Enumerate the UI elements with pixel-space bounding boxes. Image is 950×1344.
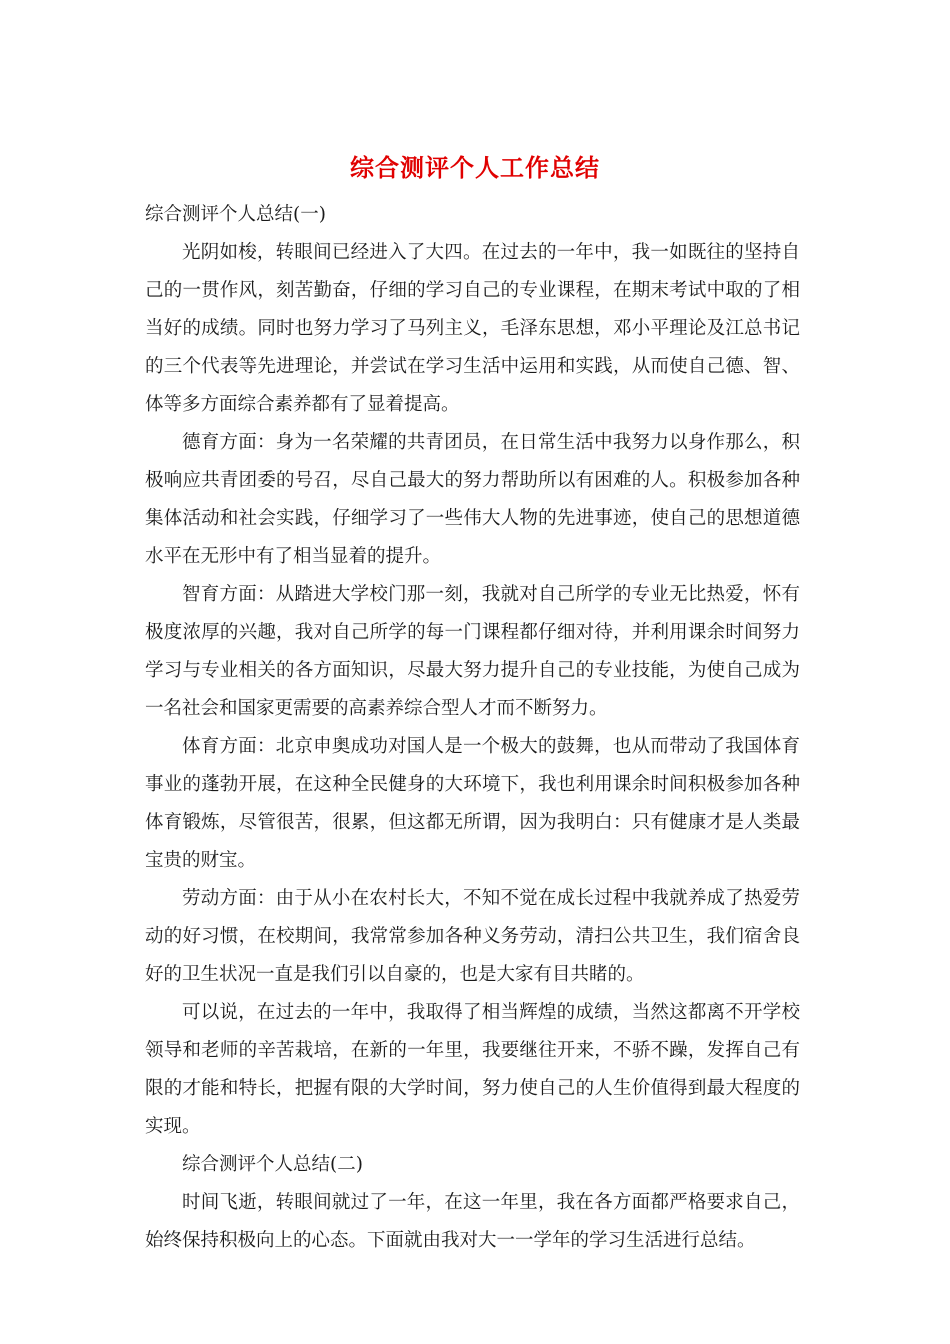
document-title: 综合测评个人工作总结 [350, 153, 600, 182]
body-paragraph: 德育方面：身为一名荣耀的共青团员，在日常生活中我努力以身作那么，积极响应共青团委的号召，尽自己最大的努力帮助所以有困难的人。积极参加各种集体活动和社会实践，仔细学习了一些伟大人物的先进事迹，使自己的思想道德水平在无形中有了相当显着的提升。 [145, 432, 800, 567]
section-heading-1: 综合测评个人总结(一) [145, 204, 326, 225]
document-body [145, 196, 800, 1260]
section-heading-2: 综合测评个人总结(二) [182, 1154, 363, 1175]
body-paragraph: 光阴如梭，转眼间已经进入了大四。在过去的一年中，我一如既往的坚持自己的一贯作风，刻苦勤奋，仔细的学习自己的专业课程，在期末考试中取的了相当好的成绩。同时也努力学习了马列主义，毛泽东思想，邓小平理论及江总书记的三个代表等先进理论，并尝试在学习生活中运用和实践，从而使自己德、智、体等多方面综合素养都有了显着提高。 [145, 242, 800, 415]
body-paragraph: 智育方面：从踏进大学校门那一刻，我就对自己所学的专业无比热爱，怀有极度浓厚的兴趣，我对自己所学的每一门课程都仔细对待，并利用课余时间努力学习与专业相关的各方面知识，尽最大努力提升自己的专业技能，为使自己成为一名社会和国家更需要的高素养综合型人才而不断努力。 [145, 584, 800, 719]
body-paragraph: 可以说，在过去的一年中，我取得了相当辉煌的成绩，当然这都离不开学校领导和老师的辛苦栽培，在新的一年里，我要继往开来，不骄不躁，发挥自己有限的才能和特长，把握有限的大学时间，努力使自己的人生价值得到最大程度的实现。 [145, 1002, 800, 1137]
body-paragraph: 劳动方面：由于从小在农村长大，不知不觉在成长过程中我就养成了热爱劳动的好习惯，在校期间，我常常参加各种义务劳动，清扫公共卫生，我们宿舍良好的卫生状况一直是我们引以自豪的，也是大家有目共睹的。 [145, 888, 800, 985]
body-paragraph: 时间飞逝，转眼间就过了一年，在这一年里，我在各方面都严格要求自己，始终保持积极向上的心态。下面就由我对大一一学年的学习生活进行总结。 [145, 1192, 800, 1251]
body-paragraph: 体育方面：北京申奥成功对国人是一个极大的鼓舞，也从而带动了我国体育事业的蓬勃开展，在这种全民健身的大环境下，我也利用课余时间积极参加各种体育锻炼，尽管很苦，很累，但这都无所谓，因为我明白：只有健康才是人类最宝贵的财宝。 [145, 736, 800, 871]
